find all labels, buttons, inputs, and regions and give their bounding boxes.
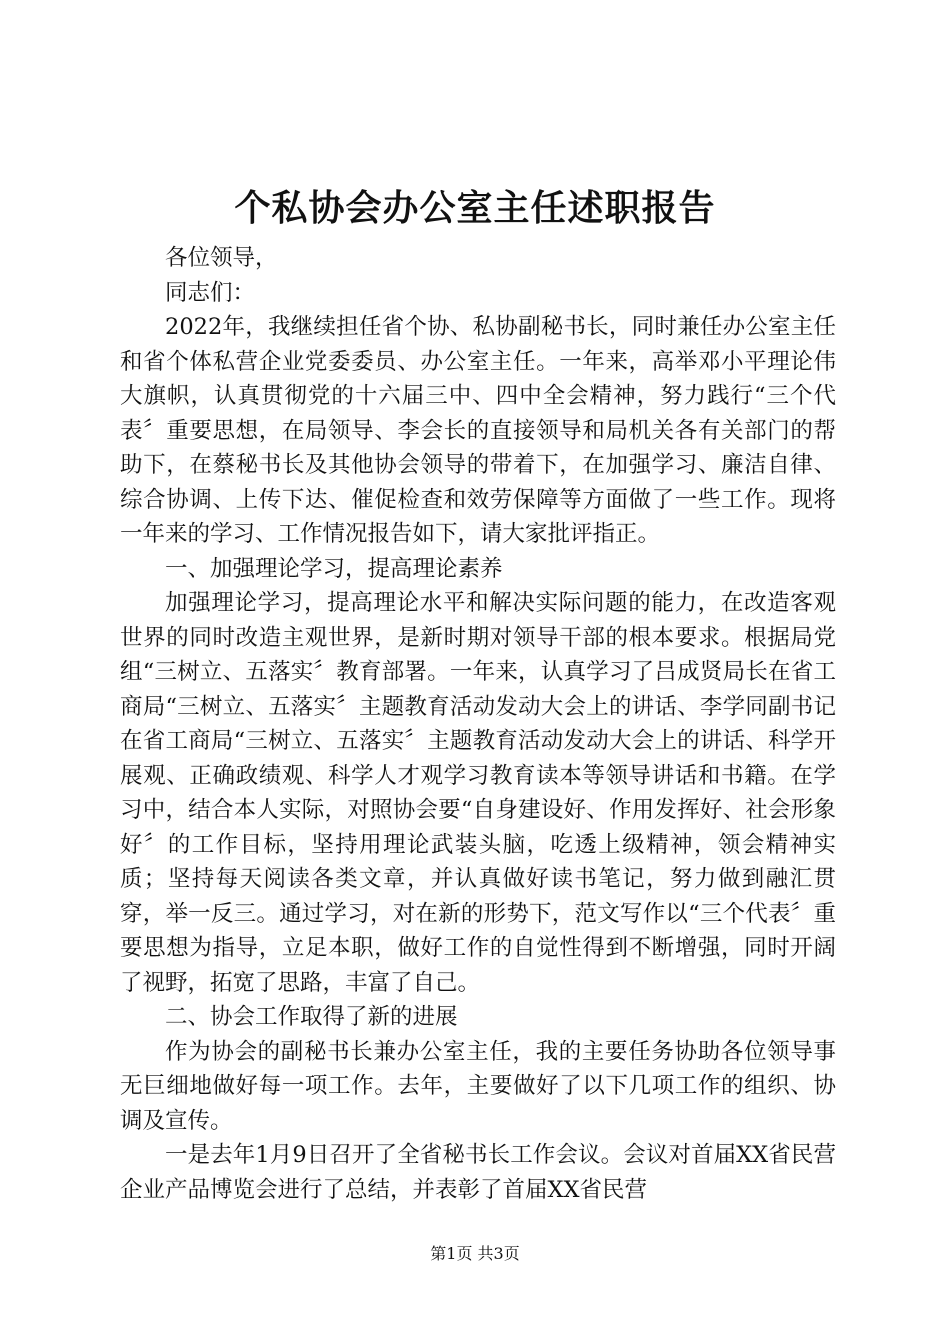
section-heading-2: 二、协会工作取得了新的进展 xyxy=(165,1004,458,1030)
intro-paragraph: 2022年，我继续担任省个协、私协副秘书长，同时兼任办公室主任和省个体私营企业党委委员、办公室主任。一年来，高举邓小平理论伟大旗帜，认真贯彻党的十六届三中、四中全会精神，努力践行“三个代表〞重要思想，在局领导、李会长的直接领导和局机关各有关部门的帮助下，在蔡秘书长及其他协会领导的带着下，在加强学习、廉洁自律、综合协调、上传下达、催促检查和效劳保障等方面做了一些工作。现将一年来的学习、工作情况报告如下，请大家批评指正。 xyxy=(120,314,836,547)
salutation-leaders: 各位领导， xyxy=(165,245,278,271)
section-2-paragraph: 作为协会的副秘书长兼办公室主任，我的主要任务协助各位领导事无巨细地做好每一项工作。去年，主要做好了以下几项工作的组织、协调及宣传。 xyxy=(120,1038,836,1134)
section-2-item-1: 一是去年1月9日召开了全省秘书长工作会议。会议对首届XX省民营企业产品博览会进行了总结，并表彰了首届XX省民营 xyxy=(120,1142,836,1203)
document-title: 个私协会办公室主任述职报告 xyxy=(234,187,716,229)
section-heading-1: 一、加强理论学习，提高理论素养 xyxy=(165,555,503,582)
document-body xyxy=(120,241,836,1207)
section-1-paragraph: 加强理论学习，提高理论水平和解决实际问题的能力，在改造客观世界的同时改造主观世界，是新时期对领导干部的根本要求。根据局党组“三树立、五落实〞教育部署。一年来，认真学习了吕成贤局长在省工商局“三树立、五落实〞主题教育活动发动大会上的讲话、李学同副书记在省工商局“三树立、五落实〞主题教育活动发动大会上的讲话、科学开展观、正确政绩观、科学人才观学习教育读本等领导讲话和书籍。在学习中，结合本人实际，对照协会要“自身建设好、作用发挥好、社会形象好〞的工作目标，坚持用理论武装头脑，吃透上级精神，领会精神实质；坚持每天阅读各类文章，并认真做好读书笔记，努力做到融汇贯穿，举一反三。通过学习，对在新的形势下，范文写作以“三个代表〞重要思想为指导，立足本职，做好工作的自觉性得到不断增强，同时开阔了视野，拓宽了思路，丰富了自己。 xyxy=(120,590,836,996)
salutation-comrades: 同志们： xyxy=(165,279,256,306)
page-number-footer: 第1页 共3页 xyxy=(430,1244,520,1263)
